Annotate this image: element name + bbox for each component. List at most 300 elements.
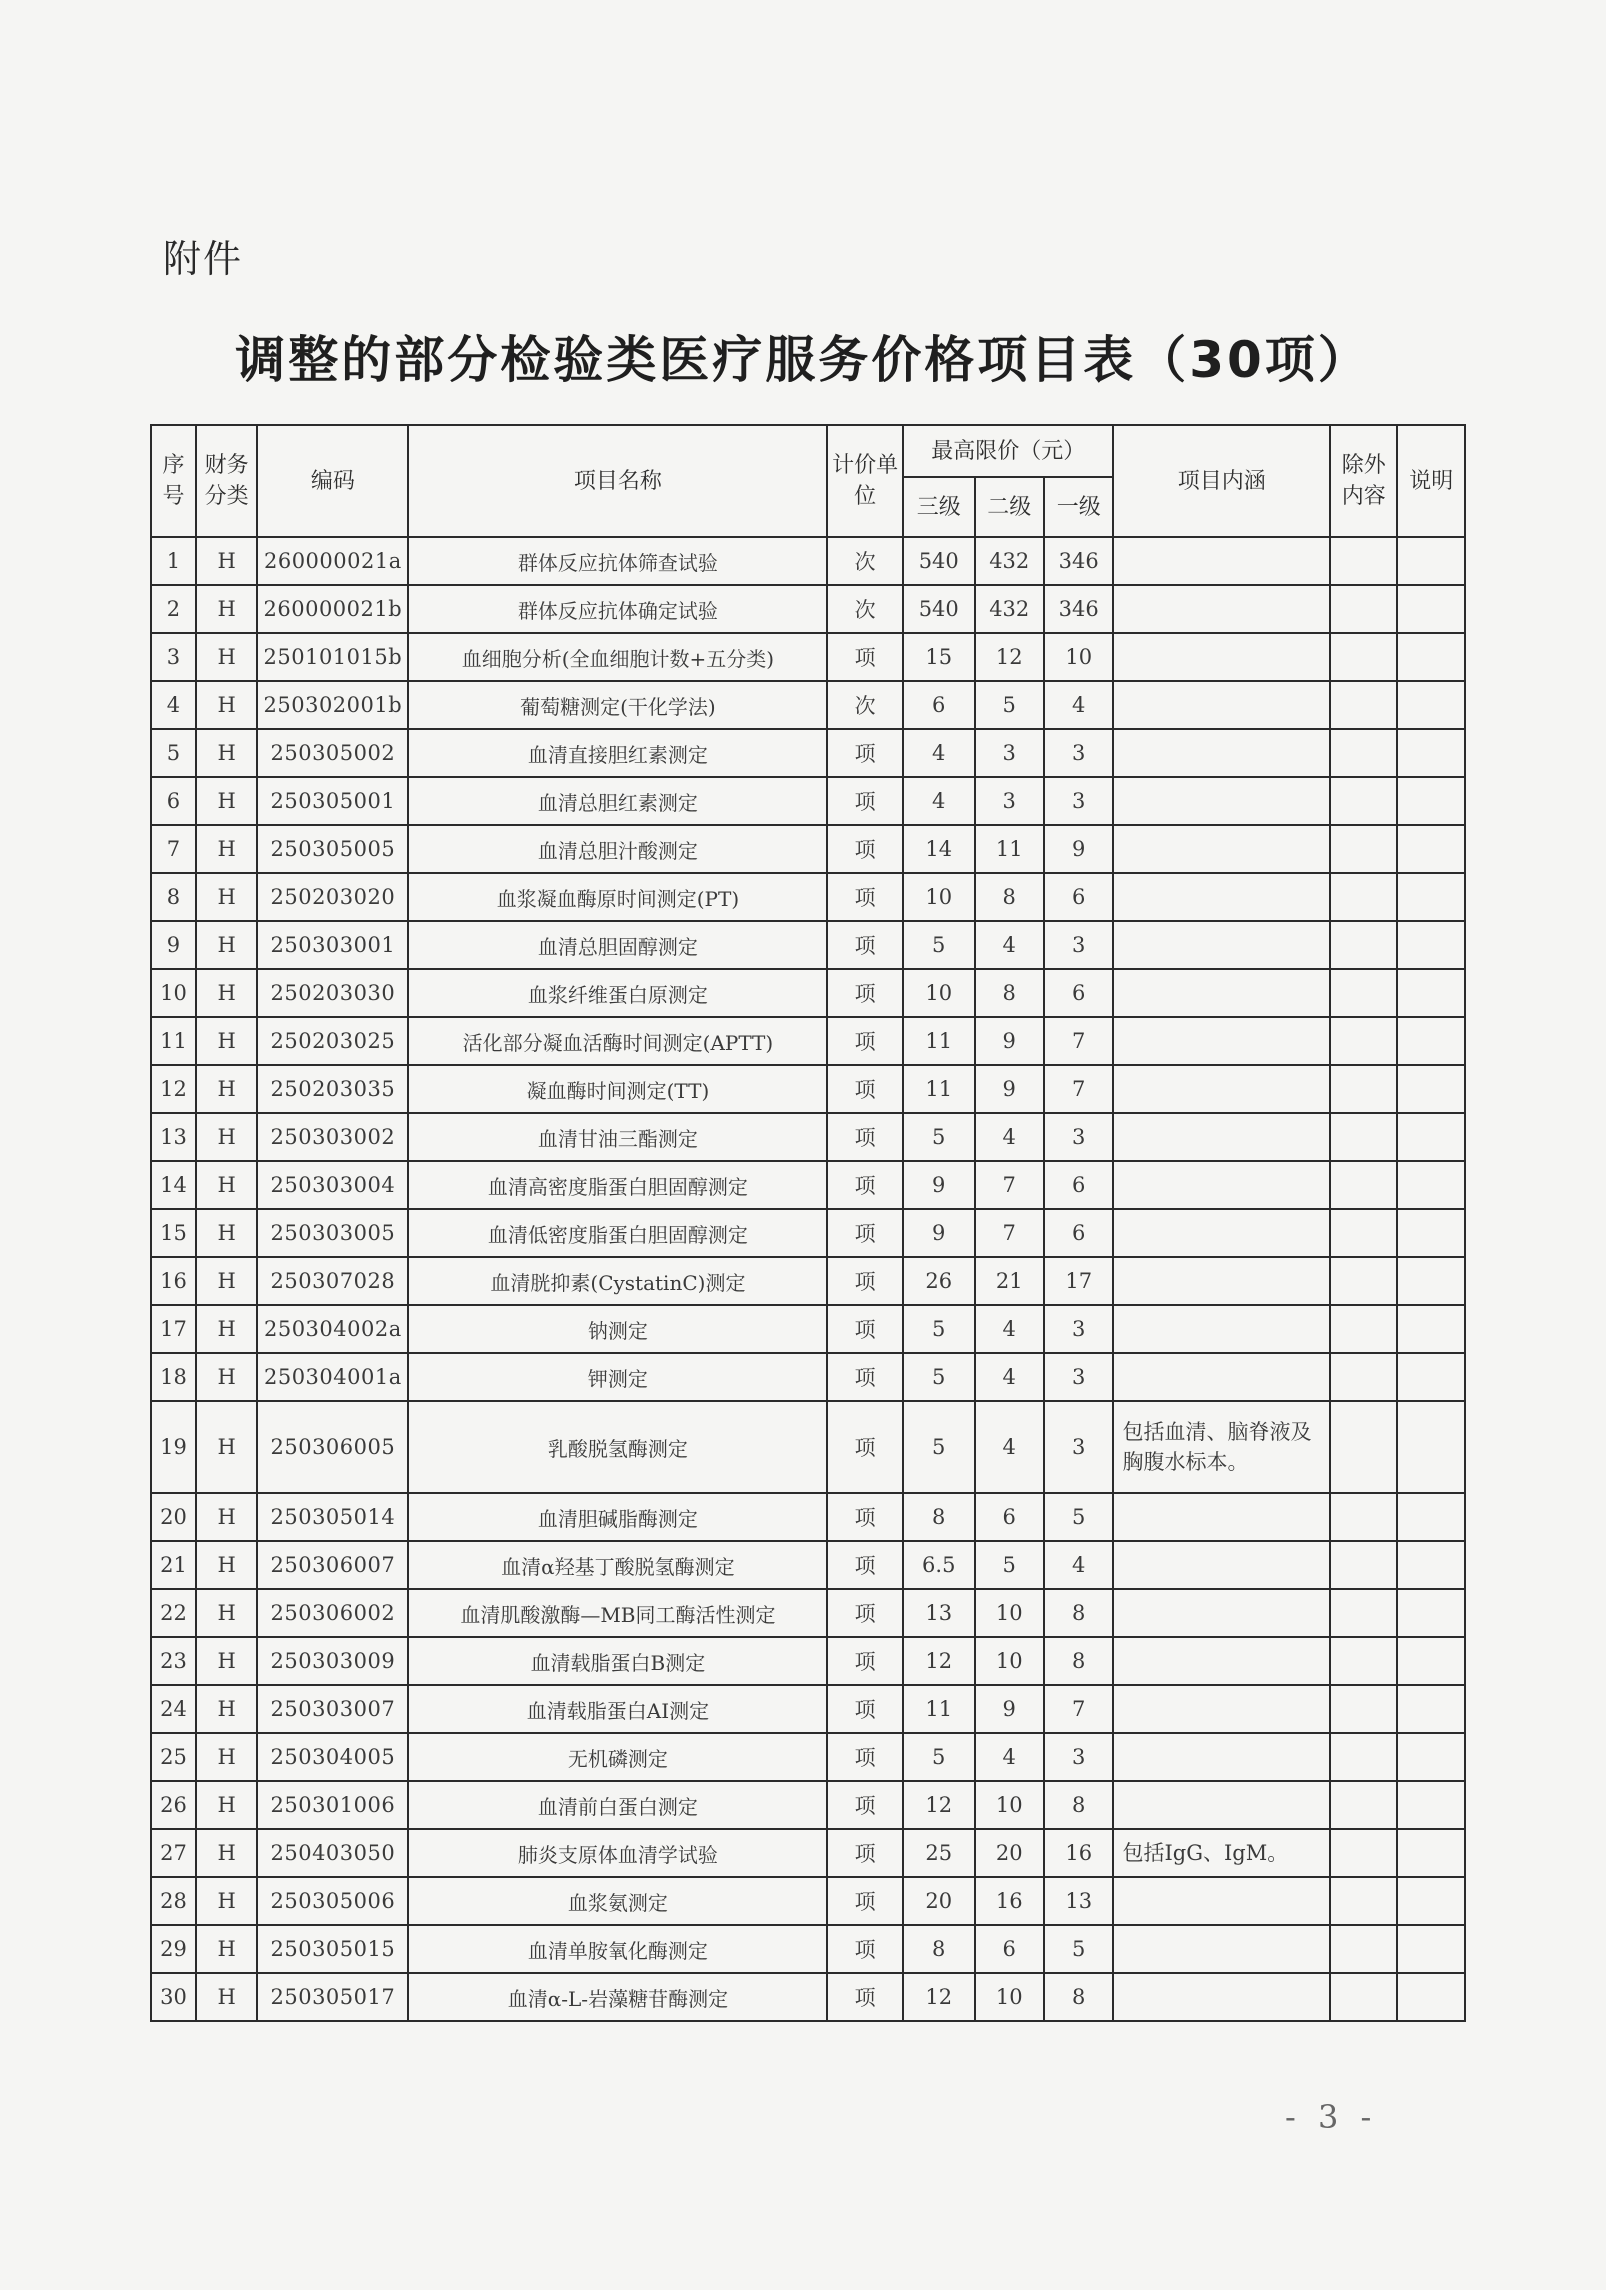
cell-exclusions xyxy=(1330,1493,1397,1541)
cell-name: 血清肌酸激酶—MB同工酶活性测定 xyxy=(408,1589,827,1637)
cell-price-level2: 9 xyxy=(975,1685,1044,1733)
cell-code: 250203030 xyxy=(257,969,408,1017)
cell-name: 群体反应抗体筛查试验 xyxy=(408,537,827,585)
cell-name: 葡萄糖测定(干化学法) xyxy=(408,681,827,729)
table-row xyxy=(151,1305,1465,1353)
cell-price-level1: 6 xyxy=(1044,1161,1113,1209)
cell-seq: 21 xyxy=(151,1541,196,1589)
cell-price-level3: 5 xyxy=(903,1401,975,1493)
cell-code: 250303004 xyxy=(257,1161,408,1209)
cell-unit: 项 xyxy=(827,1829,903,1877)
cell-exclusions xyxy=(1330,1829,1397,1877)
header-exclusions: 除外内容 xyxy=(1330,425,1397,537)
cell-name: 血清前白蛋白测定 xyxy=(408,1781,827,1829)
cell-price-level1: 9 xyxy=(1044,825,1113,873)
cell-category: H xyxy=(196,1305,257,1353)
table-row xyxy=(151,1589,1465,1637)
cell-price-level1: 3 xyxy=(1044,1353,1113,1401)
cell-content xyxy=(1113,1637,1330,1685)
cell-name: 血清胆碱脂酶测定 xyxy=(408,1493,827,1541)
cell-notes xyxy=(1397,1589,1465,1637)
cell-name: 钠测定 xyxy=(408,1305,827,1353)
cell-seq: 23 xyxy=(151,1637,196,1685)
table-row xyxy=(151,1113,1465,1161)
cell-price-level2: 3 xyxy=(975,729,1044,777)
table-row xyxy=(151,1161,1465,1209)
cell-price-level2: 20 xyxy=(975,1829,1044,1877)
cell-exclusions xyxy=(1330,729,1397,777)
cell-seq: 19 xyxy=(151,1401,196,1493)
cell-seq: 7 xyxy=(151,825,196,873)
cell-price-level3: 26 xyxy=(903,1257,975,1305)
cell-price-level2: 16 xyxy=(975,1877,1044,1925)
cell-exclusions xyxy=(1330,1541,1397,1589)
cell-notes xyxy=(1397,1829,1465,1877)
cell-category: H xyxy=(196,873,257,921)
cell-code: 250203025 xyxy=(257,1017,408,1065)
cell-seq: 6 xyxy=(151,777,196,825)
cell-price-level2: 3 xyxy=(975,777,1044,825)
cell-category: H xyxy=(196,1877,257,1925)
cell-price-level1: 13 xyxy=(1044,1877,1113,1925)
cell-exclusions xyxy=(1330,1113,1397,1161)
cell-exclusions xyxy=(1330,1161,1397,1209)
cell-name: 无机磷测定 xyxy=(408,1733,827,1781)
cell-seq: 27 xyxy=(151,1829,196,1877)
cell-price-level1: 346 xyxy=(1044,585,1113,633)
cell-price-level2: 4 xyxy=(975,1305,1044,1353)
cell-notes xyxy=(1397,825,1465,873)
cell-code: 250305006 xyxy=(257,1877,408,1925)
table-row xyxy=(151,1733,1465,1781)
table-row xyxy=(151,777,1465,825)
cell-notes xyxy=(1397,1209,1465,1257)
cell-notes xyxy=(1397,1305,1465,1353)
cell-code: 250305005 xyxy=(257,825,408,873)
cell-content xyxy=(1113,921,1330,969)
cell-content: 包括IgG、IgM。 xyxy=(1113,1829,1330,1877)
cell-price-level3: 6.5 xyxy=(903,1541,975,1589)
cell-seq: 2 xyxy=(151,585,196,633)
cell-content xyxy=(1113,1685,1330,1733)
cell-notes xyxy=(1397,1401,1465,1493)
cell-seq: 9 xyxy=(151,921,196,969)
attachment-label: 附件 xyxy=(163,237,244,281)
cell-price-level2: 10 xyxy=(975,1973,1044,2021)
table-row xyxy=(151,1401,1465,1493)
cell-name: 凝血酶时间测定(TT) xyxy=(408,1065,827,1113)
cell-exclusions xyxy=(1330,921,1397,969)
cell-price-level2: 6 xyxy=(975,1925,1044,1973)
cell-notes xyxy=(1397,633,1465,681)
header-level1: 一级 xyxy=(1044,477,1113,537)
cell-price-level3: 540 xyxy=(903,537,975,585)
cell-seq: 20 xyxy=(151,1493,196,1541)
cell-seq: 12 xyxy=(151,1065,196,1113)
cell-seq: 14 xyxy=(151,1161,196,1209)
cell-price-level1: 4 xyxy=(1044,681,1113,729)
cell-notes xyxy=(1397,681,1465,729)
cell-code: 250306002 xyxy=(257,1589,408,1637)
cell-price-level1: 10 xyxy=(1044,633,1113,681)
cell-unit: 项 xyxy=(827,1401,903,1493)
cell-content xyxy=(1113,537,1330,585)
cell-content xyxy=(1113,1925,1330,1973)
cell-seq: 13 xyxy=(151,1113,196,1161)
cell-code: 250305001 xyxy=(257,777,408,825)
cell-exclusions xyxy=(1330,1353,1397,1401)
cell-price-level2: 12 xyxy=(975,633,1044,681)
cell-category: H xyxy=(196,1017,257,1065)
cell-exclusions xyxy=(1330,1973,1397,2021)
table-row xyxy=(151,921,1465,969)
cell-code: 250307028 xyxy=(257,1257,408,1305)
cell-notes xyxy=(1397,1541,1465,1589)
document-title: 调整的部分检验类医疗服务价格项目表（30项） xyxy=(235,331,1371,389)
cell-content xyxy=(1113,1493,1330,1541)
cell-price-level2: 8 xyxy=(975,969,1044,1017)
cell-price-level2: 10 xyxy=(975,1637,1044,1685)
cell-content xyxy=(1113,1161,1330,1209)
cell-unit: 项 xyxy=(827,1017,903,1065)
cell-name: 血清载脂蛋白B测定 xyxy=(408,1637,827,1685)
cell-content xyxy=(1113,1541,1330,1589)
cell-unit: 项 xyxy=(827,1161,903,1209)
cell-seq: 15 xyxy=(151,1209,196,1257)
cell-code: 250303005 xyxy=(257,1209,408,1257)
cell-content xyxy=(1113,1733,1330,1781)
cell-price-level3: 12 xyxy=(903,1781,975,1829)
cell-price-level1: 6 xyxy=(1044,873,1113,921)
cell-notes xyxy=(1397,1637,1465,1685)
cell-category: H xyxy=(196,969,257,1017)
cell-exclusions xyxy=(1330,1877,1397,1925)
cell-price-level1: 3 xyxy=(1044,777,1113,825)
cell-exclusions xyxy=(1330,777,1397,825)
cell-exclusions xyxy=(1330,633,1397,681)
cell-unit: 项 xyxy=(827,1541,903,1589)
cell-notes xyxy=(1397,1353,1465,1401)
cell-category: H xyxy=(196,777,257,825)
cell-price-level2: 4 xyxy=(975,921,1044,969)
cell-code: 250302001b xyxy=(257,681,408,729)
cell-name: 血清总胆固醇测定 xyxy=(408,921,827,969)
cell-price-level3: 6 xyxy=(903,681,975,729)
cell-code: 260000021b xyxy=(257,585,408,633)
cell-unit: 项 xyxy=(827,777,903,825)
header-level2: 二级 xyxy=(975,477,1044,537)
cell-price-level3: 11 xyxy=(903,1017,975,1065)
cell-content xyxy=(1113,1305,1330,1353)
table-row xyxy=(151,1065,1465,1113)
cell-price-level1: 16 xyxy=(1044,1829,1113,1877)
cell-price-level1: 3 xyxy=(1044,921,1113,969)
cell-price-level3: 9 xyxy=(903,1209,975,1257)
cell-content xyxy=(1113,1017,1330,1065)
cell-name: 血清甘油三酯测定 xyxy=(408,1113,827,1161)
cell-seq: 28 xyxy=(151,1877,196,1925)
cell-price-level2: 4 xyxy=(975,1401,1044,1493)
cell-price-level1: 3 xyxy=(1044,729,1113,777)
cell-name: 血细胞分析(全血细胞计数+五分类) xyxy=(408,633,827,681)
table-row xyxy=(151,1685,1465,1733)
cell-notes xyxy=(1397,1733,1465,1781)
cell-content xyxy=(1113,873,1330,921)
cell-code: 250304005 xyxy=(257,1733,408,1781)
cell-notes xyxy=(1397,921,1465,969)
cell-name: 血清载脂蛋白AⅠ测定 xyxy=(408,1685,827,1733)
cell-exclusions xyxy=(1330,681,1397,729)
cell-notes xyxy=(1397,1781,1465,1829)
cell-price-level2: 10 xyxy=(975,1781,1044,1829)
cell-price-level2: 10 xyxy=(975,1589,1044,1637)
cell-content xyxy=(1113,969,1330,1017)
cell-content xyxy=(1113,1877,1330,1925)
cell-code: 250305014 xyxy=(257,1493,408,1541)
cell-name: 群体反应抗体确定试验 xyxy=(408,585,827,633)
cell-name: 血清单胺氧化酶测定 xyxy=(408,1925,827,1973)
cell-name: 肺炎支原体血清学试验 xyxy=(408,1829,827,1877)
cell-exclusions xyxy=(1330,825,1397,873)
cell-name: 乳酸脱氢酶测定 xyxy=(408,1401,827,1493)
cell-unit: 项 xyxy=(827,1305,903,1353)
cell-price-level2: 432 xyxy=(975,585,1044,633)
cell-price-level3: 540 xyxy=(903,585,975,633)
cell-unit: 项 xyxy=(827,969,903,1017)
cell-price-level2: 6 xyxy=(975,1493,1044,1541)
cell-unit: 项 xyxy=(827,1113,903,1161)
cell-category: H xyxy=(196,1257,257,1305)
cell-notes xyxy=(1397,1161,1465,1209)
cell-price-level3: 5 xyxy=(903,1113,975,1161)
table-row xyxy=(151,1493,1465,1541)
cell-price-level1: 5 xyxy=(1044,1493,1113,1541)
cell-price-level3: 10 xyxy=(903,969,975,1017)
table-row xyxy=(151,1353,1465,1401)
cell-price-level3: 20 xyxy=(903,1877,975,1925)
cell-seq: 25 xyxy=(151,1733,196,1781)
cell-category: H xyxy=(196,1781,257,1829)
cell-unit: 次 xyxy=(827,585,903,633)
cell-price-level3: 5 xyxy=(903,1733,975,1781)
cell-unit: 项 xyxy=(827,1925,903,1973)
cell-price-level2: 432 xyxy=(975,537,1044,585)
cell-price-level2: 8 xyxy=(975,873,1044,921)
cell-price-level1: 7 xyxy=(1044,1065,1113,1113)
header-content: 项目内涵 xyxy=(1113,425,1330,537)
cell-price-level1: 346 xyxy=(1044,537,1113,585)
cell-code: 250305002 xyxy=(257,729,408,777)
cell-code: 250304002a xyxy=(257,1305,408,1353)
cell-notes xyxy=(1397,1257,1465,1305)
table-row xyxy=(151,1209,1465,1257)
cell-price-level2: 4 xyxy=(975,1353,1044,1401)
cell-notes xyxy=(1397,1973,1465,2021)
cell-name: 血浆凝血酶原时间测定(PT) xyxy=(408,873,827,921)
cell-category: H xyxy=(196,1733,257,1781)
cell-price-level1: 6 xyxy=(1044,1209,1113,1257)
cell-exclusions xyxy=(1330,1589,1397,1637)
header-max-price: 最高限价（元） xyxy=(903,425,1113,477)
cell-exclusions xyxy=(1330,1017,1397,1065)
cell-unit: 项 xyxy=(827,825,903,873)
cell-price-level2: 7 xyxy=(975,1209,1044,1257)
cell-code: 250301006 xyxy=(257,1781,408,1829)
cell-exclusions xyxy=(1330,1733,1397,1781)
cell-price-level1: 8 xyxy=(1044,1637,1113,1685)
cell-seq: 22 xyxy=(151,1589,196,1637)
cell-exclusions xyxy=(1330,969,1397,1017)
cell-name: 血清胱抑素(CystatinC)测定 xyxy=(408,1257,827,1305)
table-row xyxy=(151,969,1465,1017)
cell-price-level3: 4 xyxy=(903,777,975,825)
cell-notes xyxy=(1397,1685,1465,1733)
table-row xyxy=(151,825,1465,873)
cell-code: 250305017 xyxy=(257,1973,408,2021)
cell-price-level3: 10 xyxy=(903,873,975,921)
cell-notes xyxy=(1397,537,1465,585)
cell-content xyxy=(1113,1781,1330,1829)
cell-price-level2: 7 xyxy=(975,1161,1044,1209)
cell-code: 260000021a xyxy=(257,537,408,585)
cell-code: 250101015b xyxy=(257,633,408,681)
cell-code: 250306005 xyxy=(257,1401,408,1493)
page-number: - 3 - xyxy=(1285,2098,1378,2136)
cell-seq: 29 xyxy=(151,1925,196,1973)
cell-category: H xyxy=(196,1401,257,1493)
cell-code: 250203035 xyxy=(257,1065,408,1113)
cell-unit: 项 xyxy=(827,1209,903,1257)
cell-seq: 26 xyxy=(151,1781,196,1829)
cell-seq: 18 xyxy=(151,1353,196,1401)
header-category: 财务分类 xyxy=(196,425,257,537)
cell-seq: 17 xyxy=(151,1305,196,1353)
cell-notes xyxy=(1397,969,1465,1017)
cell-price-level3: 11 xyxy=(903,1065,975,1113)
cell-price-level3: 4 xyxy=(903,729,975,777)
cell-seq: 30 xyxy=(151,1973,196,2021)
cell-price-level3: 5 xyxy=(903,1305,975,1353)
cell-price-level2: 4 xyxy=(975,1113,1044,1161)
cell-price-level3: 11 xyxy=(903,1685,975,1733)
cell-notes xyxy=(1397,585,1465,633)
cell-price-level3: 15 xyxy=(903,633,975,681)
cell-price-level3: 9 xyxy=(903,1161,975,1209)
cell-content xyxy=(1113,825,1330,873)
cell-exclusions xyxy=(1330,873,1397,921)
cell-exclusions xyxy=(1330,1401,1397,1493)
cell-notes xyxy=(1397,777,1465,825)
cell-notes xyxy=(1397,1113,1465,1161)
cell-code: 250303001 xyxy=(257,921,408,969)
cell-price-level2: 4 xyxy=(975,1733,1044,1781)
header-name: 项目名称 xyxy=(408,425,827,537)
price-table xyxy=(150,424,1466,2022)
cell-category: H xyxy=(196,1685,257,1733)
cell-notes xyxy=(1397,1017,1465,1065)
cell-name: 活化部分凝血活酶时间测定(APTT) xyxy=(408,1017,827,1065)
cell-seq: 1 xyxy=(151,537,196,585)
cell-exclusions xyxy=(1330,1925,1397,1973)
cell-seq: 24 xyxy=(151,1685,196,1733)
cell-name: 血清α-L-岩藻糖苷酶测定 xyxy=(408,1973,827,2021)
header-level3: 三级 xyxy=(903,477,975,537)
cell-exclusions xyxy=(1330,1257,1397,1305)
cell-category: H xyxy=(196,1829,257,1877)
cell-category: H xyxy=(196,537,257,585)
cell-unit: 项 xyxy=(827,1637,903,1685)
header-code: 编码 xyxy=(257,425,408,537)
cell-content xyxy=(1113,777,1330,825)
cell-unit: 次 xyxy=(827,537,903,585)
cell-price-level1: 6 xyxy=(1044,969,1113,1017)
cell-price-level1: 7 xyxy=(1044,1685,1113,1733)
cell-price-level3: 13 xyxy=(903,1589,975,1637)
cell-notes xyxy=(1397,1065,1465,1113)
cell-unit: 项 xyxy=(827,1877,903,1925)
cell-seq: 4 xyxy=(151,681,196,729)
cell-unit: 项 xyxy=(827,921,903,969)
cell-unit: 项 xyxy=(827,1353,903,1401)
cell-price-level3: 5 xyxy=(903,921,975,969)
cell-seq: 5 xyxy=(151,729,196,777)
cell-content xyxy=(1113,681,1330,729)
table-row xyxy=(151,537,1465,585)
cell-price-level1: 4 xyxy=(1044,1541,1113,1589)
cell-category: H xyxy=(196,1973,257,2021)
cell-exclusions xyxy=(1330,585,1397,633)
header-unit: 计价单位 xyxy=(827,425,903,537)
cell-price-level1: 3 xyxy=(1044,1401,1113,1493)
cell-code: 250403050 xyxy=(257,1829,408,1877)
cell-unit: 项 xyxy=(827,1973,903,2021)
table-row xyxy=(151,1637,1465,1685)
cell-code: 250304001a xyxy=(257,1353,408,1401)
cell-content xyxy=(1113,1589,1330,1637)
cell-price-level3: 8 xyxy=(903,1925,975,1973)
cell-category: H xyxy=(196,1065,257,1113)
table-row xyxy=(151,681,1465,729)
cell-content xyxy=(1113,1973,1330,2021)
cell-price-level2: 5 xyxy=(975,681,1044,729)
cell-name: 血浆纤维蛋白原测定 xyxy=(408,969,827,1017)
cell-category: H xyxy=(196,681,257,729)
cell-price-level2: 21 xyxy=(975,1257,1044,1305)
cell-price-level1: 8 xyxy=(1044,1973,1113,2021)
cell-unit: 项 xyxy=(827,1065,903,1113)
cell-unit: 项 xyxy=(827,633,903,681)
cell-notes xyxy=(1397,873,1465,921)
cell-price-level1: 5 xyxy=(1044,1925,1113,1973)
cell-category: H xyxy=(196,585,257,633)
cell-name: 血清直接胆红素测定 xyxy=(408,729,827,777)
cell-price-level3: 5 xyxy=(903,1353,975,1401)
cell-price-level3: 8 xyxy=(903,1493,975,1541)
cell-seq: 16 xyxy=(151,1257,196,1305)
cell-unit: 项 xyxy=(827,873,903,921)
cell-price-level1: 8 xyxy=(1044,1589,1113,1637)
cell-price-level2: 9 xyxy=(975,1065,1044,1113)
cell-category: H xyxy=(196,921,257,969)
cell-content xyxy=(1113,1257,1330,1305)
cell-price-level3: 14 xyxy=(903,825,975,873)
table-row xyxy=(151,1925,1465,1973)
cell-code: 250203020 xyxy=(257,873,408,921)
cell-price-level2: 5 xyxy=(975,1541,1044,1589)
cell-seq: 11 xyxy=(151,1017,196,1065)
cell-price-level1: 3 xyxy=(1044,1305,1113,1353)
table-row xyxy=(151,1257,1465,1305)
